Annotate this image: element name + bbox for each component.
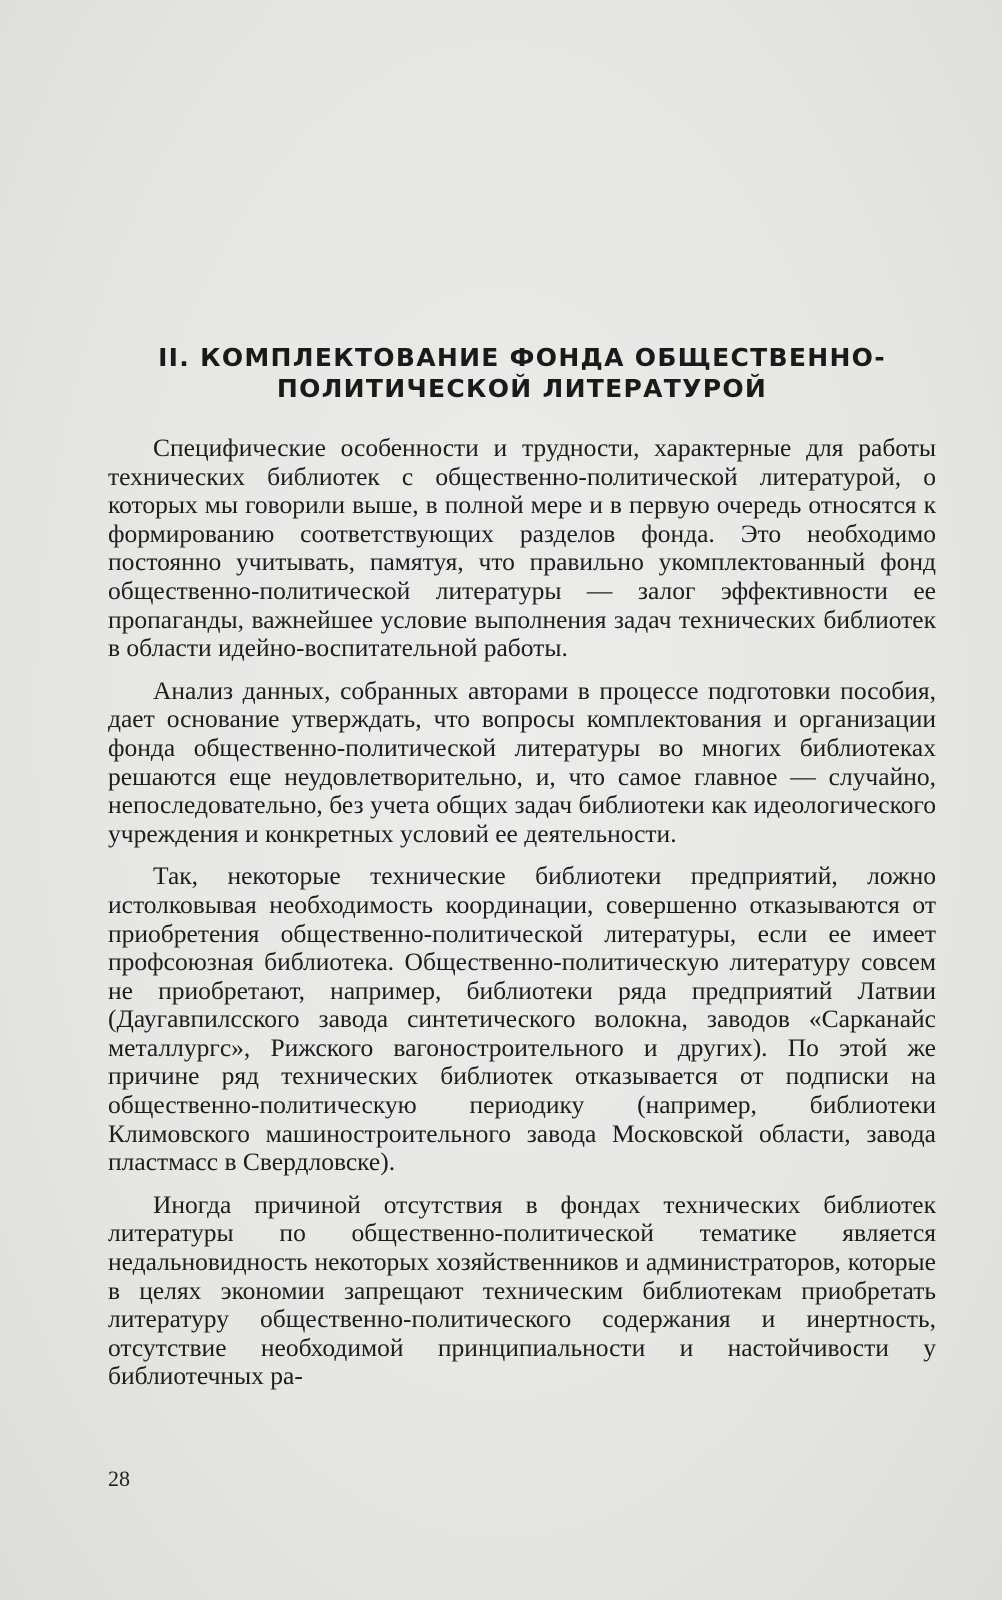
body-text: [108, 434, 936, 1391]
chapter-heading-line-1: II. КОМПЛЕКТОВАНИЕ ФОНДА ОБЩЕСТВЕННО-: [158, 343, 886, 372]
chapter-heading: [108, 342, 936, 404]
paragraph-3: Так, некоторые технические библиотеки предприятий, ложно истолковывая необходимость координации, совершенно отказываются от приобретения общественно-политической литературы, если ее имеет профсоюзная библиотека. Общественно-политическую литературу совсем не приобретают, например, библиотеки ряда предприятий Латвии (Даугавпилсского завода синтетического волокна, заводов «Сарканайс металлургс», Рижского вагоностроительного и других). По этой же причине ряд технических библиотек отказывается от подписки на общественно-политическую периодику (например, библиотеки Климовского машиностроительного завода Московской области, завода пластмасс в Свердловске).: [108, 861, 936, 1177]
paragraph-2: Анализ данных, собранных авторами в процессе подготовки пособия, дает основание утверждать, что вопросы комплектования и организации фонда общественно-политической литературы во многих библиотеках решаются еще неудовлетворительно, и, что самое главное — случайно, непоследовательно, без учета общих задач библиотеки как идеологического учреждения и конкретных условий ее деятельности.: [108, 675, 936, 848]
page-number: 28: [108, 1466, 130, 1491]
chapter-heading-line-2: ПОЛИТИЧЕСКОЙ ЛИТЕРАТУРОЙ: [276, 374, 768, 403]
paragraph-1: Специфические особенности и трудности, характерные для работы технических библиотек с общественно-политической литературой, о которых мы говорили выше, в полной мере и в первую очередь относятся к формированию соответствующих разделов фонда. Это необходимо постоянно учитывать, памятуя, что правильно укомплектованный фонд общественно-политической литературы — залог эффективности ее пропаганды, важнейшее условие выполнения задач технических библиотек в области идейно-воспитательной работы.: [108, 433, 936, 663]
paragraph-4: Иногда причиной отсутствия в фондах технических библиотек литературы по общественно-политической тематике является недальновидность некоторых хозяйственников и администраторов, которые в целях экономии запрещают техническим библиотекам приобретать литературу общественно-политического содержания и инертность, отсутствие необходимой принципиальности и настойчивости у библиотечных ра-: [108, 1189, 936, 1391]
